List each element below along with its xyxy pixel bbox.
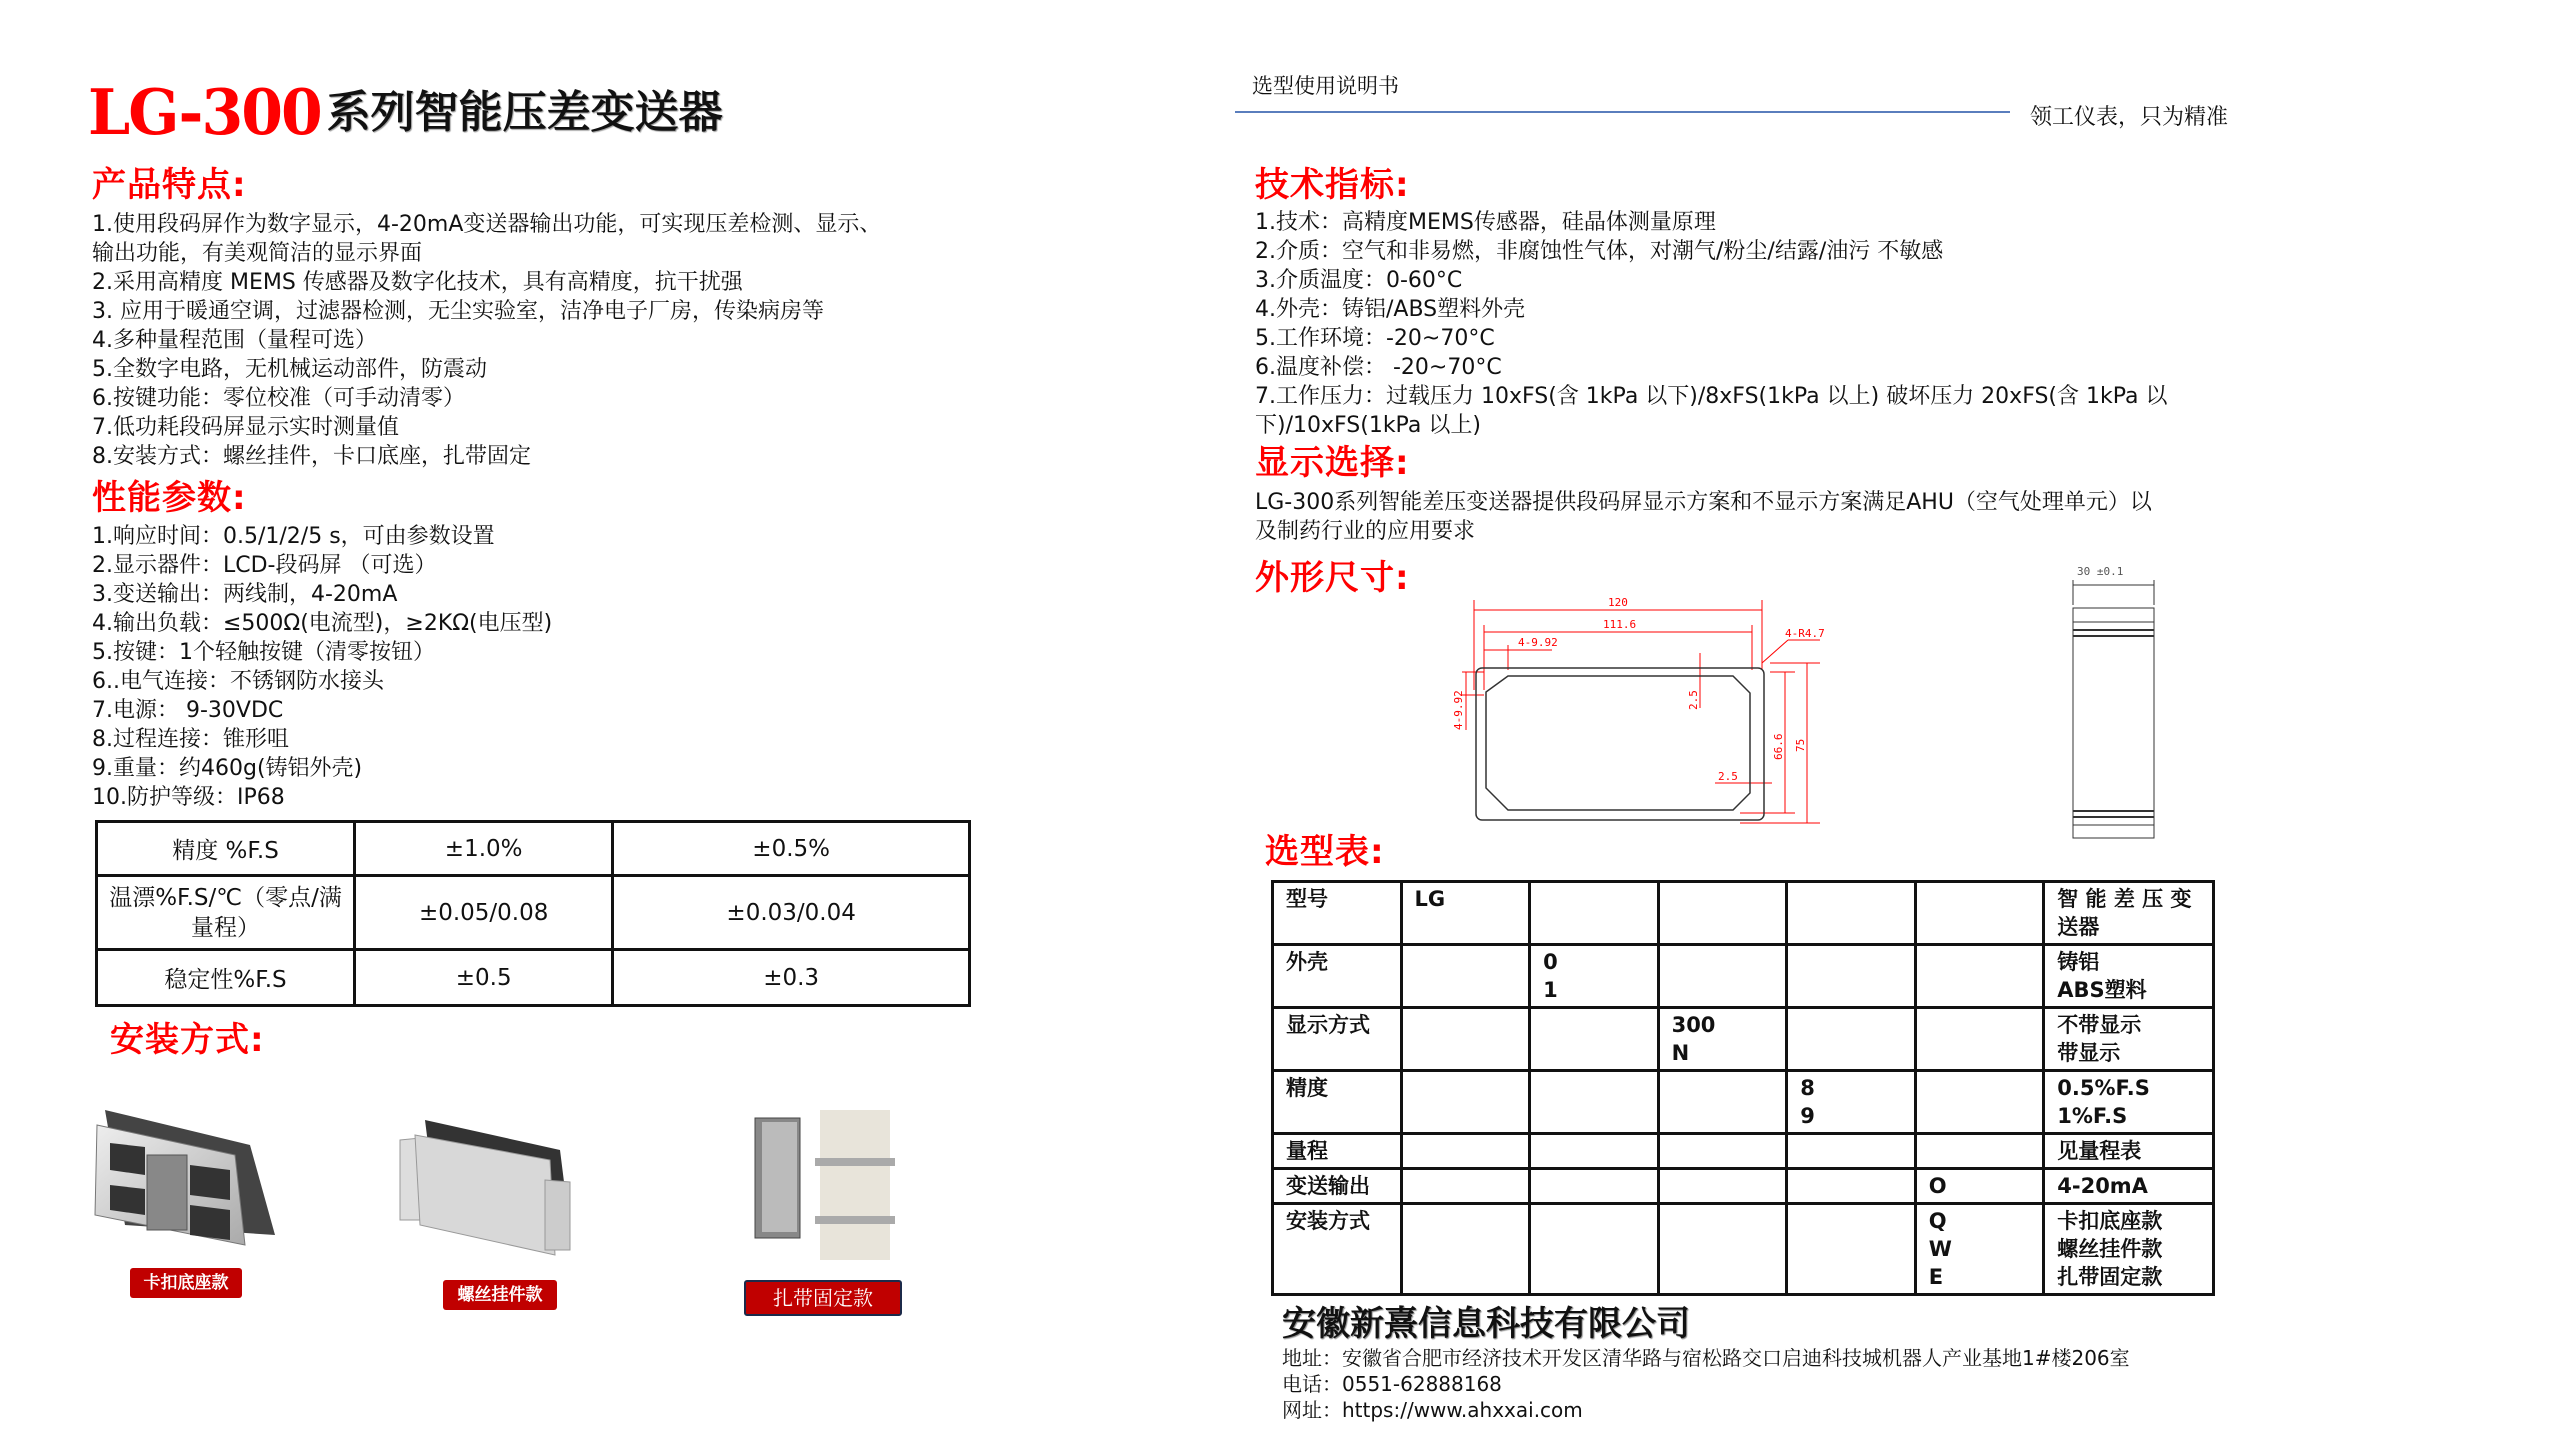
feature-item: 3. 应用于暖通空调，过滤器检测，无尘实验室，洁净电子厂房，传染病房等: [92, 299, 824, 324]
dim-chamfer-v: 4-9.92: [1452, 690, 1465, 730]
front-view-drawing: [1440, 580, 1860, 850]
cell-value: ±0.5%: [613, 822, 970, 876]
spec-item: 5.工作环境：-20~70°C: [1255, 326, 1495, 351]
selection-table: [1271, 880, 2215, 1296]
dim-corner-radius: 4-R4.7: [1785, 627, 1825, 640]
code-cell: [1915, 1071, 2044, 1134]
company-contact: [1282, 1345, 2130, 1423]
code-cell: [1530, 1204, 1658, 1295]
spec-item: 4.外壳：铸铝/ABS塑料外壳: [1255, 297, 1526, 322]
strap-mount-enclosure-image: [750, 1110, 910, 1260]
code-cell: [1787, 1134, 1915, 1169]
table-row: [1273, 1204, 2214, 1295]
row-name: 安装方式: [1273, 1204, 1402, 1295]
code-cell: [1658, 1134, 1787, 1169]
code-cell: [1530, 1008, 1658, 1071]
address: 地址：安徽省合肥市经济技术开发区清华路与宿松路交口启迪科技城机器人产业基地1#楼206室: [1282, 1346, 2130, 1370]
code-cell: [1787, 1169, 1915, 1204]
row-name: 变送输出: [1273, 1169, 1402, 1204]
cell-value: ±0.5: [355, 950, 613, 1006]
code-cell: [1530, 882, 1658, 945]
code-cell: [1787, 882, 1915, 945]
code-cell: 8 9: [1787, 1071, 1915, 1134]
desc-cell: 0.5%F.S 1%F.S: [2044, 1071, 2214, 1134]
table-row: [97, 950, 970, 1006]
screw-bracket-enclosure-image: [395, 1110, 585, 1260]
company-name: 安徽新熹信息科技有限公司: [1282, 1304, 1690, 1344]
row-label: 稳定性%F.S: [97, 950, 355, 1006]
feature-item: 2.采用高精度 MEMS 传感器及数字化技术，具有高精度，抗干扰强: [92, 270, 743, 295]
performance-item: 6..电气连接：不锈钢防水接头: [92, 669, 384, 694]
desc-cell: 智 能 差 压 变 送器: [2044, 882, 2214, 945]
side-view-drawing: [2055, 555, 2165, 845]
paragraph-line: LG-300系列智能差压变送器提供段码屏显示方案和不显示方案满足AHU（空气处理单元）以: [1255, 490, 2152, 515]
installation-heading: 安装方式:: [110, 1020, 265, 1060]
code-cell: [1787, 1008, 1915, 1071]
dim-chamfer-h: 4-9.92: [1518, 636, 1558, 649]
table-row: [97, 822, 970, 876]
row-name: 精度: [1273, 1071, 1402, 1134]
spec-item: 1.技术：高精度MEMS传感器，硅晶体测量原理: [1255, 210, 1716, 235]
code-cell: [1530, 1071, 1658, 1134]
tech-specs-heading: 技术指标:: [1255, 165, 1410, 205]
performance-item: 3.变送输出：两线制，4-20mA: [92, 582, 398, 607]
product-name: 系列智能压差变送器: [326, 87, 723, 138]
code-cell: [1658, 1071, 1787, 1134]
website-link[interactable]: 网址：https://www.ahxxai.com: [1282, 1398, 1583, 1422]
code-cell: [1658, 1169, 1787, 1204]
features-heading: 产品特点:: [92, 165, 247, 205]
table-row: [1273, 882, 2214, 945]
spec-item: 3.介质温度：0-60°C: [1255, 268, 1463, 293]
feature-item: 4.多种量程范围（量程可选）: [92, 328, 377, 353]
code-cell: [1787, 1204, 1915, 1295]
code-cell: [1401, 1204, 1530, 1295]
code-cell: [1915, 1134, 2044, 1169]
row-label: 温漂%F.S/℃（零点/满量程）: [97, 876, 355, 950]
code-cell: [1401, 1008, 1530, 1071]
cell-value: ±0.05/0.08: [355, 876, 613, 950]
spec-item: 6.温度补偿： -20~70°C: [1255, 355, 1502, 380]
performance-item: 1.响应时间：0.5/1/2/5 s，可由参数设置: [92, 524, 495, 549]
dim-wall-side: 2.5: [1718, 770, 1738, 783]
feature-item: 5.全数字电路，无机械运动部件，防震动: [92, 357, 487, 382]
code-cell: [1658, 882, 1787, 945]
tech-specs-list: [1255, 208, 2168, 440]
dimensions-heading: 外形尺寸:: [1255, 558, 1410, 598]
slogan: 领工仪表，只为精准: [2030, 105, 2229, 130]
code-cell: [1401, 1134, 1530, 1169]
features-list: [92, 210, 881, 471]
performance-item: 10.防护等级：IP68: [92, 785, 285, 810]
dim-overall-height: 75: [1794, 738, 1807, 752]
desc-cell: 卡扣底座款 螺丝挂件款 扎带固定款: [2044, 1204, 2214, 1295]
code-cell: LG: [1401, 882, 1530, 945]
code-cell: [1787, 945, 1915, 1008]
performance-item: 8.过程连接：锥形咀: [92, 727, 289, 752]
install-option-label: 螺丝挂件款: [443, 1280, 557, 1310]
code-cell: [1401, 1169, 1530, 1204]
header-divider: [1235, 111, 2010, 113]
model-name: LG-300: [88, 76, 321, 150]
install-option-label: 卡扣底座款: [130, 1268, 242, 1298]
feature-item: 8.安装方式：螺丝挂件，卡口底座，扎带固定: [92, 444, 531, 469]
table-row: [1273, 1134, 2214, 1169]
feature-item: 1.使用段码屏作为数字显示，4-20mA变送器输出功能，可实现压差检测、显示、: [92, 212, 882, 237]
snap-base-enclosure-image: [85, 1095, 285, 1255]
feature-item: 6.按键功能：零位校准（可手动清零）: [92, 386, 465, 411]
product-title: [88, 78, 723, 148]
code-cell: [1401, 1071, 1530, 1134]
code-cell: [1915, 1008, 2044, 1071]
code-cell: O: [1915, 1169, 2044, 1204]
row-name: 显示方式: [1273, 1008, 1402, 1071]
desc-cell: 4-20mA: [2044, 1169, 2214, 1204]
performance-list: [92, 522, 552, 812]
feature-item: 输出功能，有美观简洁的显示界面: [92, 241, 423, 266]
desc-cell: 不带显示 带显示: [2044, 1008, 2214, 1071]
selection-table-heading: 选型表:: [1265, 832, 1385, 872]
display-choice-heading: 显示选择:: [1255, 443, 1410, 483]
doc-type-label: 选型使用说明书: [1252, 74, 1399, 98]
code-cell: [1530, 1169, 1658, 1204]
table-row: [1273, 1071, 2214, 1134]
table-row: [97, 876, 970, 950]
display-choice-text: [1255, 488, 2152, 546]
dim-inner-height: 66.6: [1772, 733, 1785, 760]
performance-item: 2.显示器件：LCD-段码屏 （可选）: [92, 553, 437, 578]
table-row: [1273, 1169, 2214, 1204]
spec-item: 7.工作压力：过载压力 10xFS(含 1kPa 以下)/8xFS(1kPa 以上) 破坏压力 20xFS(含 1kPa 以: [1255, 384, 2168, 409]
paragraph-line: 及制药行业的应用要求: [1255, 519, 1476, 544]
feature-item: 7.低功耗段码屏显示实时测量值: [92, 415, 399, 440]
row-name: 量程: [1273, 1134, 1402, 1169]
row-name: 型号: [1273, 882, 1402, 945]
row-name: 外壳: [1273, 945, 1402, 1008]
cell-value: ±1.0%: [355, 822, 613, 876]
code-cell: [1915, 945, 2044, 1008]
row-label: 精度 %F.S: [97, 822, 355, 876]
code-cell: [1658, 945, 1787, 1008]
cell-value: ±0.3: [613, 950, 970, 1006]
dim-wall-top: 2.5: [1687, 690, 1700, 710]
code-cell: [1658, 1204, 1787, 1295]
code-cell: [1530, 1134, 1658, 1169]
dim-depth: 30 ±0.1: [2077, 565, 2124, 578]
spec-item: 下)/10xFS(1kPa 以上): [1255, 413, 1481, 438]
desc-cell: 铸铝 ABS塑料: [2044, 945, 2214, 1008]
code-cell: Q W E: [1915, 1204, 2044, 1295]
install-option-label: 扎带固定款: [744, 1280, 902, 1316]
code-cell: [1915, 882, 2044, 945]
performance-heading: 性能参数:: [92, 478, 247, 518]
performance-item: 7.电源： 9-30VDC: [92, 698, 284, 723]
spec-item: 2.介质：空气和非易燃，非腐蚀性气体，对潮气/粉尘/结露/油污 不敏感: [1255, 239, 1944, 264]
accuracy-table: [95, 820, 971, 1007]
desc-cell: 见量程表: [2044, 1134, 2214, 1169]
performance-item: 4.输出负载：≤500Ω(电流型)，≥2KΩ(电压型): [92, 611, 553, 636]
code-cell: 0 1: [1530, 945, 1658, 1008]
code-cell: [1401, 945, 1530, 1008]
phone: 电话：0551-62888168: [1282, 1372, 1502, 1396]
cell-value: ±0.03/0.04: [613, 876, 970, 950]
dim-inner-width: 111.6: [1603, 618, 1637, 631]
performance-item: 5.按键：1个轻触按键（清零按钮）: [92, 640, 435, 665]
dim-overall-width: 120: [1608, 596, 1628, 609]
code-cell: 300 N: [1658, 1008, 1787, 1071]
performance-item: 9.重量：约460g(铸铝外壳): [92, 756, 363, 781]
table-row: [1273, 1008, 2214, 1071]
table-row: [1273, 945, 2214, 1008]
